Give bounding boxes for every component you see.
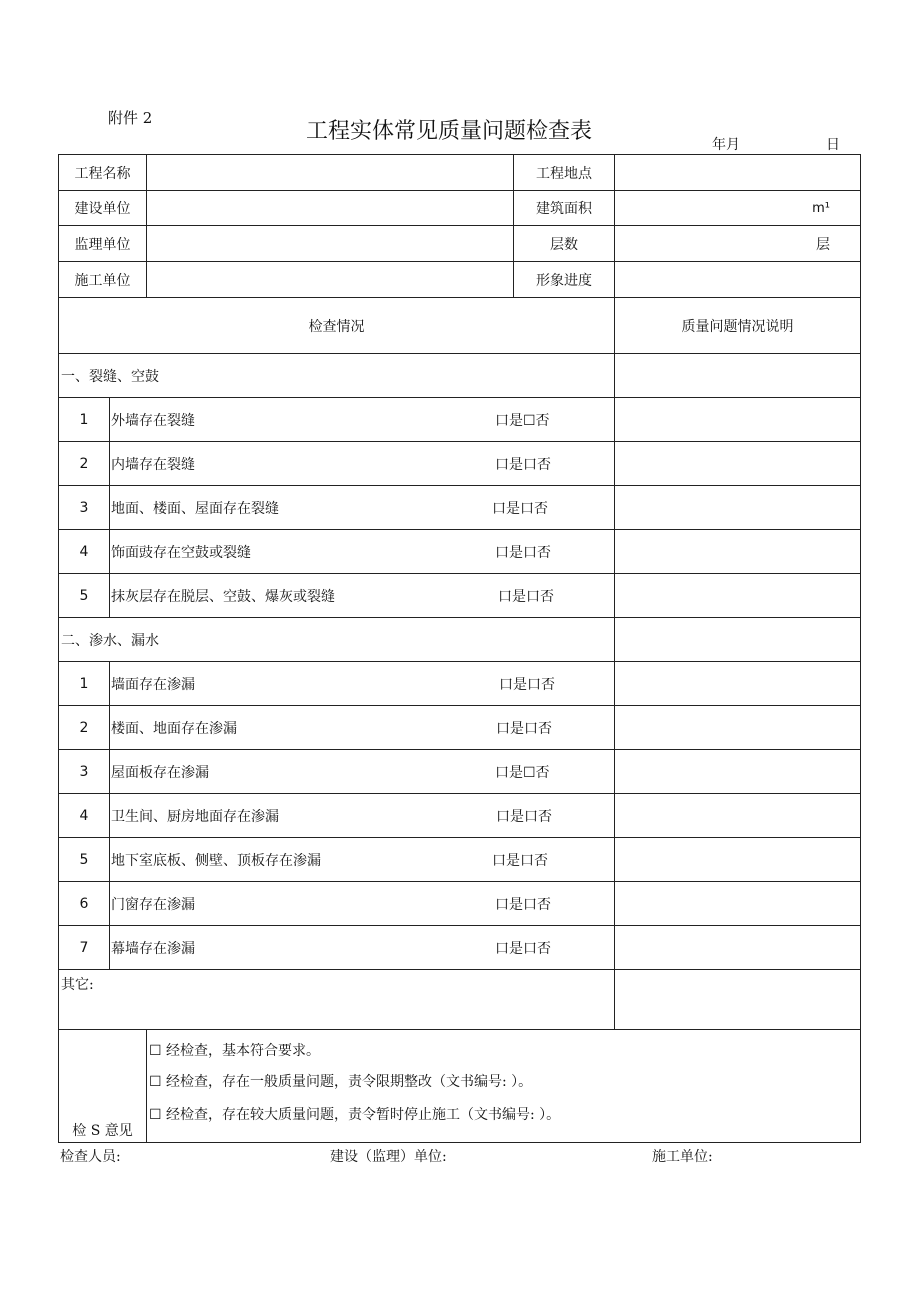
yes-no-checkbox[interactable]: 口是口否 [495,896,551,913]
inspection-form-table [58,154,861,1143]
item-cell [110,398,615,442]
item-text: 幕墙存在渗漏 [111,940,195,957]
row-builder [59,191,861,226]
row-column-header [59,298,861,354]
yes-no-checkbox[interactable]: 口是口否 [492,852,548,869]
date-year-month: 年月 [712,137,740,153]
area-unit: m¹ [812,201,830,216]
footer-contractor: 施工单位: [652,1149,713,1165]
description-cell[interactable] [615,442,861,486]
footer-builder: 建设（监理）单位: [330,1149,447,1165]
description-cell[interactable] [615,398,861,442]
item-cell [110,794,615,838]
yes-no-checkbox[interactable]: 口是口否 [498,588,554,605]
table-row [59,530,861,574]
area-value[interactable] [615,191,861,226]
yes-no-checkbox[interactable]: 口是口否 [496,808,552,825]
yes-no-checkbox[interactable]: 口是☐否 [495,764,550,781]
description-cell[interactable] [615,706,861,750]
description-cell[interactable] [615,618,861,662]
opinion-option-suspend[interactable]: ☐ 经检查，存在较大质量问题，责令暂时停止施工（文书编号: ）。 [149,1107,561,1123]
project-name-value[interactable] [147,155,514,191]
yes-no-checkbox[interactable]: 口是口否 [496,720,552,737]
project-name-label: 工程名称 [59,155,147,191]
row-project-name [59,155,861,191]
item-number: 2 [59,706,110,750]
item-cell [110,486,615,530]
item-text: 地面、楼面、屋面存在裂缝 [111,500,279,517]
section-title: 二、渗水、漏水 [59,618,615,662]
yes-no-checkbox[interactable]: 口是口否 [495,456,551,473]
floors-value[interactable] [615,226,861,262]
item-text: 门窗存在渗漏 [111,896,195,913]
item-number: 1 [59,662,110,706]
description-cell[interactable] [615,794,861,838]
item-cell [110,662,615,706]
yes-no-checkbox[interactable]: 口是口否 [499,676,555,693]
contractor-value[interactable] [147,262,514,298]
item-text: 墙面存在渗漏 [111,676,195,693]
item-cell [110,706,615,750]
item-cell [110,442,615,486]
description-header: 质量问题情况说明 [615,298,861,354]
description-cell[interactable] [615,486,861,530]
item-text: 饰面豉存在空鼓或裂缝 [111,544,251,561]
item-number: 5 [59,838,110,882]
row-contractor [59,262,861,298]
supervisor-label: 监理单位 [59,226,147,262]
builder-value[interactable] [147,191,514,226]
table-row [59,926,861,970]
builder-label: 建设单位 [59,191,147,226]
item-cell [110,926,615,970]
item-cell [110,574,615,618]
table-row [59,794,861,838]
item-cell [110,882,615,926]
row-supervisor [59,226,861,262]
date-day: 日 [826,137,840,153]
item-number: 3 [59,750,110,794]
attachment-label: 附件 2 [108,109,153,127]
other-label: 其它: [61,977,94,993]
row-other [59,970,861,1030]
inspection-header: 检查情况 [59,298,615,354]
description-cell[interactable] [615,926,861,970]
item-number: 4 [59,794,110,838]
row-opinion [59,1030,861,1143]
table-row [59,662,861,706]
table-row [59,486,861,530]
section-row-cracks [59,354,861,398]
progress-value[interactable] [615,262,861,298]
opinion-option-rectify[interactable]: ☐ 经检查，存在一般质量问题，责令限期整改（文书编号: ）。 [149,1074,533,1090]
yes-no-checkbox[interactable]: 口是口否 [492,500,548,517]
table-row [59,442,861,486]
area-label: 建筑面积 [514,191,615,226]
item-cell [110,750,615,794]
item-cell [110,838,615,882]
item-text: 卫生间、厨房地面存在渗漏 [111,808,279,825]
table-row [59,750,861,794]
item-text: 屋面板存在渗漏 [111,764,209,781]
description-cell[interactable] [615,574,861,618]
item-text: 抹灰层存在脱层、空鼓、爆灰或裂缝 [111,588,335,605]
description-cell[interactable] [615,354,861,398]
table-row [59,706,861,750]
yes-no-checkbox[interactable]: 口是口否 [495,940,551,957]
section-row-leakage [59,618,861,662]
progress-label: 形象进度 [514,262,615,298]
item-text: 楼面、地面存在渗漏 [111,720,237,737]
yes-no-checkbox[interactable]: 口是口否 [495,544,551,561]
item-text: 地下室底板、侧壁、顶板存在渗漏 [111,852,321,869]
project-location-value[interactable] [615,155,861,191]
opinion-options [147,1030,861,1143]
supervisor-value[interactable] [147,226,514,262]
footer-inspector: 检查人员: [60,1149,121,1165]
contractor-label: 施工单位 [59,262,147,298]
project-location-label: 工程地点 [514,155,615,191]
opinion-option-pass[interactable]: ☐ 经检查，基本符合要求。 [149,1043,321,1059]
item-number: 7 [59,926,110,970]
table-row [59,882,861,926]
table-row [59,574,861,618]
section-title: 一、裂缝、空鼓 [59,354,615,398]
description-cell[interactable] [615,838,861,882]
floors-unit: 层 [816,236,830,253]
item-number: 4 [59,530,110,574]
item-text: 内墙存在裂缝 [111,456,195,473]
other-cell[interactable] [59,970,615,1030]
description-cell[interactable] [615,970,861,1030]
description-cell[interactable] [615,530,861,574]
item-number: 1 [59,398,110,442]
item-number: 2 [59,442,110,486]
item-number: 5 [59,574,110,618]
item-cell [110,530,615,574]
page-title: 工程实体常见质量问题检查表 [306,119,593,144]
description-cell[interactable] [615,662,861,706]
yes-no-checkbox[interactable]: 口是☐否 [495,412,550,429]
table-row [59,838,861,882]
description-cell[interactable] [615,882,861,926]
table-row [59,398,861,442]
item-number: 3 [59,486,110,530]
opinion-label: 检 S 意见 [59,1030,147,1143]
description-cell[interactable] [615,750,861,794]
item-number: 6 [59,882,110,926]
floors-label: 层数 [514,226,615,262]
item-text: 外墙存在裂缝 [111,412,195,429]
